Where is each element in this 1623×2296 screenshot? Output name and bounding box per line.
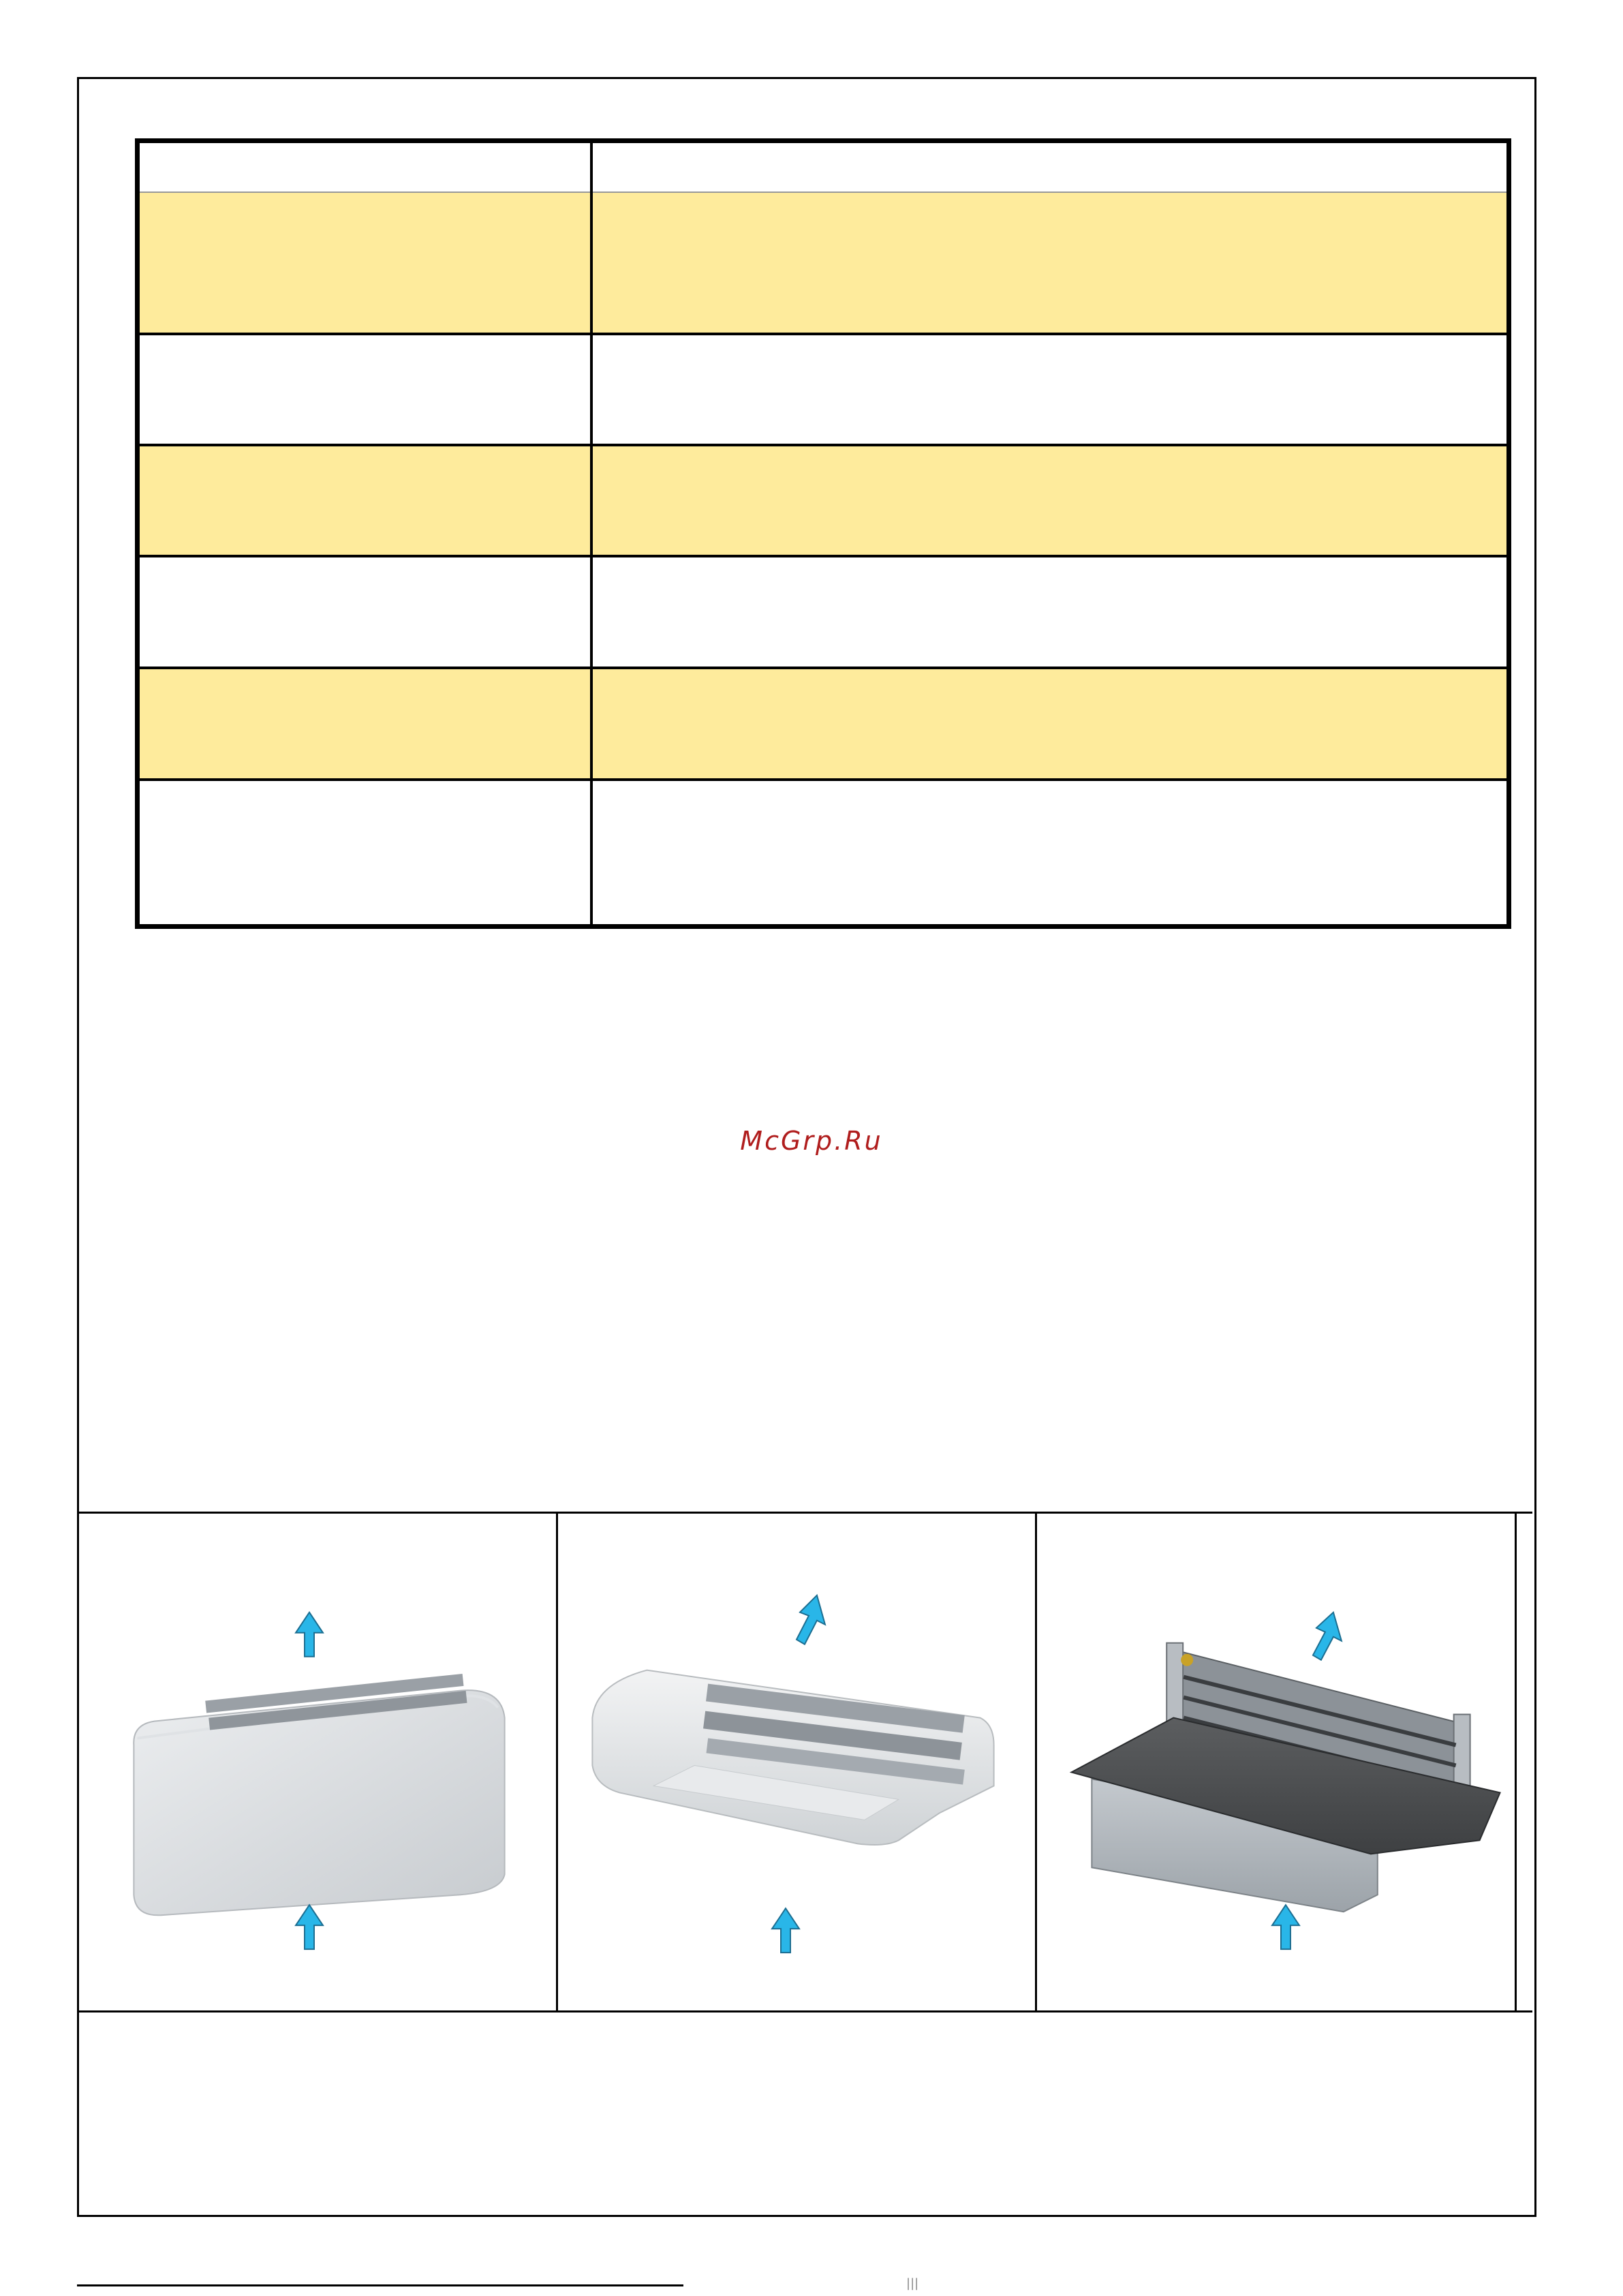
table-cell-label xyxy=(140,781,590,924)
table-cell-label xyxy=(140,446,590,555)
table-row xyxy=(140,193,1506,333)
ceiling-mounted-fan-coil-unit-icon xyxy=(558,1514,1035,2010)
concealed-fan-coil-unit-icon xyxy=(1037,1514,1514,2010)
footer-rule xyxy=(77,2284,683,2286)
product-images-row xyxy=(77,1512,1532,2012)
table-row xyxy=(140,557,1506,667)
table-cell-label xyxy=(140,143,590,192)
table-row xyxy=(140,669,1506,778)
table-cell-label xyxy=(140,669,590,778)
table-row xyxy=(140,781,1506,924)
table-cell-value xyxy=(593,193,1506,333)
table-cell-value xyxy=(593,781,1506,924)
airflow-up-arrow-top xyxy=(296,1612,323,1657)
footer-mark: ||| xyxy=(906,2276,919,2291)
floor-standing-fan-coil-unit-icon xyxy=(79,1514,556,2010)
table-cell-value xyxy=(593,335,1506,444)
airflow-up-arrow-bottom xyxy=(772,1908,799,1953)
table-row xyxy=(140,335,1506,444)
table-cell-value xyxy=(593,446,1506,555)
airflow-up-arrow-top xyxy=(797,1595,825,1644)
airflow-up-arrow-bottom xyxy=(296,1905,323,1949)
table-cell-value xyxy=(593,557,1506,667)
watermark: McGrp.Ru xyxy=(740,1126,883,1156)
table-cell-label xyxy=(140,557,590,667)
table-cell-label xyxy=(140,335,590,444)
table-column-divider xyxy=(590,143,593,924)
table-cell-value xyxy=(593,669,1506,778)
spec-table xyxy=(135,138,1511,929)
airflow-up-arrow-top xyxy=(1313,1612,1342,1660)
table-cell-value xyxy=(593,143,1506,192)
table-cell-label xyxy=(140,193,590,333)
table-row xyxy=(140,446,1506,555)
airflow-up-arrow-bottom xyxy=(1272,1905,1299,1949)
table-header-row xyxy=(140,143,1506,192)
